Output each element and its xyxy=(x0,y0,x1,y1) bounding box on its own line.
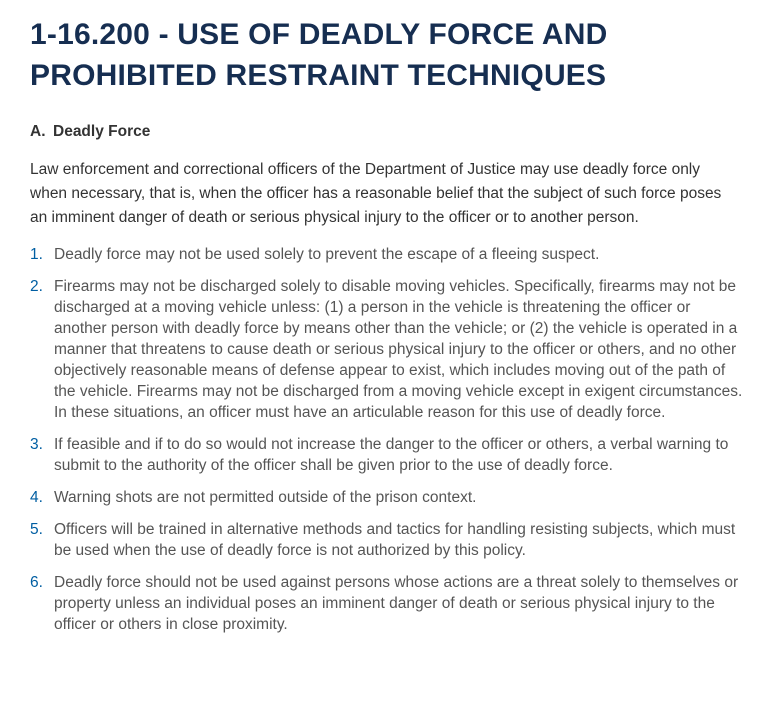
list-item-number: 1. xyxy=(30,246,43,263)
list-item xyxy=(30,572,740,635)
policy-list xyxy=(30,244,743,635)
intro-paragraph: Law enforcement and correctional officers of the Department of Justice may use deadly force only when necessary, that is, when the officer has a reasonable belief that the subject of such force poses an imminent danger of death or serious physical injury to the officer or to another person. xyxy=(30,161,722,226)
list-item-text: Warning shots are not permitted outside of the prison context. xyxy=(54,489,477,506)
list-item-number: 3. xyxy=(30,436,43,453)
list-item-number: 4. xyxy=(30,489,43,506)
page-title-line-2: PROHIBITED RESTRAINT TECHNIQUES xyxy=(30,59,607,92)
list-item-number: 5. xyxy=(30,521,43,538)
section-heading xyxy=(30,122,740,142)
list-item-text: Firearms may not be discharged solely to disable moving vehicles. Specifically, firearms may not be discharged at a moving vehicle unless: (1) a person in the vehicle is threatening the officer or another person with deadly force by means other than the vehicle; or (2) the vehicle is operated in a manner that threatens to cause death or serious physical injury to the officer or others, and no other objectively reasonable means of defense appear to exist, which includes moving out of the path of the vehicle. Firearms may not be discharged from a moving vehicle except in exigent circumstances. In these situations, an officer must have an articulable reason for this use of deadly force. xyxy=(54,278,743,421)
page-title-line-1: 1-16.200 - USE OF DEADLY FORCE AND xyxy=(30,18,608,51)
list-item xyxy=(30,244,740,265)
list-item-text: If feasible and if to do so would not increase the danger to the officer or others, a verbal warning to submit to the authority of the officer shall be given prior to the use of deadly force. xyxy=(54,436,729,474)
page-title xyxy=(30,14,740,96)
list-item xyxy=(30,487,740,508)
list-item-text: Officers will be trained in alternative methods and tactics for handling resisting subjects, which must be used when the use of deadly force is not authorized by this policy. xyxy=(54,521,736,559)
list-item-number: 6. xyxy=(30,574,43,591)
list-item xyxy=(30,276,743,423)
list-item-text: Deadly force may not be used solely to prevent the escape of a fleeing suspect. xyxy=(54,246,600,263)
list-item-text: Deadly force should not be used against persons whose actions are a threat solely to themselves or property unless an individual poses an imminent danger of death or serious physical injury to the officer or others in close proximity. xyxy=(54,574,739,633)
list-item xyxy=(30,434,740,476)
list-item xyxy=(30,519,740,561)
section-heading-text: Deadly Force xyxy=(53,123,151,140)
list-item-number: 2. xyxy=(30,278,43,295)
section-marker: A. xyxy=(30,123,46,140)
